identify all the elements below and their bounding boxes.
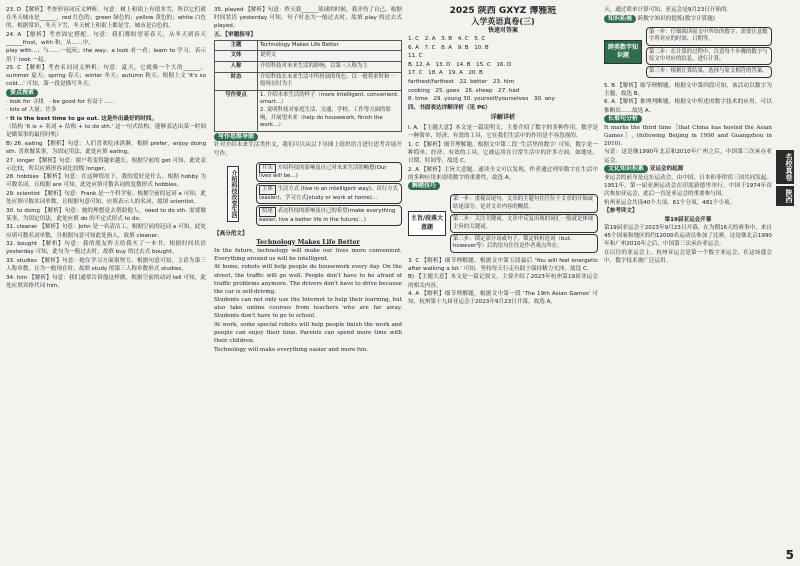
quick-answers-label: 快速对答案 [487, 27, 518, 34]
answer-para: 34. him 【解析】句意：我们通常告诉他这样做。根据空前的动词 tell 可知，此处应填宾格代词 him。 [6, 274, 206, 289]
answer-para: 23. D 【解析】考查形容词反义辨析。句意：树上和街上有很多雪，所以它们就在冬天城市是______，red 红色的；green 绿色的；yellow 黄色的；white 白色的。根据常识，冬天下雪，冬天树上和街上都是雪，城市是白色的。 [6, 7, 206, 30]
column-4: 天，通过简单计算可知，亚运会是9月23日开始的。 知识拓展 跨数字知识的提炼(数字计算题) 跨类数字知识题 第一步：仔细阅读原文中所给的数字，需要注意数字所对应的时间、日期等。 第二步：在计算的过程中，注意每个步骤的数字与原文中对应的信息，进行计算。 第三步：根据计算结果，选择与原文相符的答案。 5. B 【解析】细节理解题。根据文中第四段可知，该活动以数字为主题，故选 B。 6. A 【解析】推理判断题。根据文中所述的数字技术的应用，可以推断出……故选 A。 长难句分析 It marks the third time［that China has hosted the Asian Games］, (following Beijing in 1990 and Guangzhou in 2010). 句意：这是继1990年北京和2010年广州之后，中国第三次承办亚运会。 文化知识积累 亚运会的起源 亚运会的前身是远东运动会，由中国、日本和菲律宾三国共同发起。1951年，第一届亚洲运动会在印度新德里举行。中国于1974年首次参加亚运会，此后一直是亚运会的重要参与国。 杭州亚运会共设40个大项、61个分项、481个小项。 【参考译文】 第19届亚运会开幕 第19届亚运会于2023年9月23日开幕，在为期16天的赛事中，来自45个国家和地区的约12000名运动员参加了比赛。这是继北京1990年和广州2010年之后，中国第三次承办亚运会。 在以往的亚运会上，杭州亚运会是第一个数字亚运会，在这场盛会中，数字技术被广泛运用。 [604, 7, 772, 264]
knowledge-step: 第三步：根据计算结果，选择与原文相符的答案。 [646, 66, 772, 77]
section-badge: 解题技巧 [408, 182, 440, 190]
answer-para: 30. to doing 【解析】句意：她的理想是去帮助他人。need to do sth. 需要做某事，为固定用法，此处应填 do 的不定式形式 to do。 [6, 207, 206, 222]
long-sentence: It marks the third time［that China has hosted the Asian Games］, (following Beijing in 1990 and Guangzhou in 2010). [604, 124, 772, 147]
mind-node: 主体 生活方式 (live in an intelligent way)、出行方式(easier)、学习方式(study or work at home)… [256, 183, 402, 204]
column-3 [408, 6, 598, 554]
answer-para: （结构 'It is + 名词 + 结构 + to do sth.' 这一句式结构，能够表达出某一时间是做某事的最佳时机） [6, 124, 206, 139]
answer-para: · lots of 大量；许多 [6, 107, 57, 114]
sample-header: 【高分范文】 [214, 231, 248, 238]
knowledge-step: 第二步：在计算的过程中，注意每个步骤的数字与原文中对应的信息，进行计算。 [646, 47, 772, 66]
knowledge-flow [604, 26, 772, 79]
answer-para: 3. C 【解析】细节理解题。根据文中第五段最后 'You will feel energetic after walking a lot.' 可知，坚持每天行走有助于保持精力充沛，故选 C。 [408, 257, 598, 272]
note: 四、书面表达详解详析（见 P6） [408, 104, 491, 111]
essay-para: At work, some special robots will help people finish the work and people can enjoy their time. Parents can spend more time with their children. [214, 322, 402, 345]
answer-para: 33. studies 【解析】句意：她在学习方面很努力。根据句意可知，主语为第三人称单数，且为一般现在时，故填 study 的第三人称单数形式 studies。 [6, 257, 206, 272]
answer-para: 25. C 【解析】考查名词词义辨析。句意：夏天，它就像一个大的______，summer 夏天；spring 春天；winter 冬天；autumn 秋天。根据上文 'It's so cold…' 可知，第一段是描写冬天。 [6, 65, 206, 88]
mind-intro: 针对介绍未来生活类作文，我们可以从以下导图上组织语言进行思考并展开写作。 [214, 142, 402, 157]
table-row: 时态 介绍科技在未来生活中所扮演的角色，以一般将来时和一般现在时为主 [215, 72, 402, 90]
flow-step: 第二步：关注关键词。文章中反复出现的词汇一般就是体现主旨的关键词。 [450, 214, 598, 233]
section-badge: 知识拓展 [604, 15, 636, 23]
answer-para: 32. bought 【解析】句意：我的朋友昨天给我买了一本书。根据时间状语 yesterday 可知，此句为一般过去时，故填 buy 的过去式 bought。 [6, 241, 206, 256]
culture-para: 亚运会的前身是远东运动会，由中国、日本和菲律宾三国共同发起。1951年，第一届亚洲运动会在印度新德里举行。中国于1974年首次参加亚运会，此后一直是亚运会的重要参与国。 [604, 174, 772, 197]
column-2 [214, 6, 402, 554]
answer-para: 1. C 【解析】细节理解题。根据文中第二段 '生活里的数字' 可知，数字是一种简单、经济、有效的工具，它被运用在日常生活中的许多方面，如地址、日期、时间等，故选 C。 [408, 141, 598, 164]
answer-para: · look for 寻找 · be good for 有益于…… [6, 98, 115, 105]
answer-para: · It is the best time to go out. 这是外出最好的时间。 [6, 115, 158, 122]
table-row: 主题 Technology Makes Life Better [215, 40, 402, 51]
skill-flow [408, 193, 598, 253]
side-tab-province: 陕西 [776, 186, 794, 206]
answer-line: 8. time 29. young 30. yourself/yourselves 30. any [408, 96, 555, 103]
mind-map [214, 161, 402, 227]
culture-para: 杭州亚运会共设40个大项、61个分项、481个小项。 [604, 199, 736, 206]
answer-line: 1. C 2. A 3. B 4. C 5. C [408, 36, 486, 43]
section-header: 五、【审题指导】 [214, 31, 256, 38]
flow-step: 第三步：锁定部分词或句子，锁定转折连词（but, however等）后的语句往往是作者观点所在。 [450, 234, 598, 253]
analysis-table [214, 40, 402, 132]
side-tab-schools: 名校真卷 [776, 150, 794, 184]
mind-center: 介绍科技改变生活 [227, 166, 239, 222]
answer-para: 35. played 【解析】句意：昨天我______篮球的时候，我弄伤了自己。根据时间状语 yesterday 可知，句子时态为一般过去时，故填 play 的过去式 played。 [214, 7, 402, 30]
answer-para: 5. B 【解析】细节理解题。根据文中第四段可知，该活动以数字为主题，故选 B。 [604, 82, 772, 97]
ref-para: 第19届亚运会于2023年9月23日开幕，在为期16天的赛事中，来自45个国家和地区的约12000名运动员参加了比赛。这是继北京1990年和广州2010年之后，中国第三次承办亚运会。 [604, 224, 772, 247]
column-1 [6, 6, 206, 554]
answer-line: cooking 25. goes 26. sheep 27. had [408, 87, 520, 94]
knowledge-step: 第一步：仔细阅读原文中所给的数字，需要注意数字所对应的时间、日期等。 [646, 27, 772, 46]
answer-para: 4. A 【解析】细节理解题。根据文中第一段 'The 19th Asian Games' 可知，杭州第十九届亚运会于2023年9月23日开幕，故选 A。 [408, 291, 598, 306]
exam-title: 2025 陕西 GXYZ 博雅班 [449, 6, 557, 16]
ref-header: 【参考译文】 [604, 208, 638, 215]
answer-para: B) 26. eating 【解析】句意：人们喜欢吃冰淇淋。根据 prefer，enjoy doing sth. 喜欢做某事，为固定用法，此处应填 eating。 [6, 141, 206, 156]
section-badge: 要点搜索 [6, 89, 38, 97]
answer-para: 6. A 【解析】推理判断题。根据文中所述的数字技术的应用，可以推断出……故选 A。 [604, 99, 772, 114]
answer-line: B. 12. A 13. D 14. B 15. C 16. D [408, 61, 512, 68]
mind-node: 结尾 表达科技的影响及自己的希望(make everything easier, live a better life in the future/…) [256, 205, 402, 226]
page-number: 5 [785, 548, 794, 562]
essay-para: In the future, technology will make our lives more convenient. Everything around us will be intelligent. [214, 247, 402, 262]
answer-line: 11. C [408, 53, 423, 60]
answer-line: farthest/farthest 22. better 23. him [408, 79, 515, 86]
answer-line: 6. A 7. C 8. A 9. B 10. B [408, 44, 489, 51]
answer-para: 28. hobbies 【解析】句意：在这种情况下，我的爱好是什么。根据 hobby 为可数名词，且根据 are 可知，此处应填可数名词的复数形式 hobbies。 [6, 174, 206, 189]
essay-para: At home, robots will help people do housework every day. On the street, the traffic will go well. People don't have to be afraid of traffic problems anymore. The drivers don't have to drive because the car is self-driving. [214, 264, 402, 295]
answer-para: 29. scientist 【解析】句意：Frank 是一个科学家。根据空前的冠词 a 可知，此处应填可数名词单数，且根据句意可知，应填表示人的名词，故填 scientist。 [6, 191, 206, 206]
essay-title: Technology Makes Life Better [256, 238, 360, 246]
table-row: 文体 说明文 [215, 51, 402, 62]
answer-para: play with…；与……一起玩；the way；a look 看一看；learn to 学习，表示用于 look 一起。 [6, 48, 206, 63]
section-badge: 长难句分析 [604, 115, 642, 123]
flow-step: 第一步：重视首尾句。文章的主题句往往位于文章的开始或结尾部分，是对文章内容的概括。 [450, 194, 598, 213]
exam-subtitle: 入学英语真卷(三) [471, 17, 535, 26]
answer-para: 天，通过简单计算可知，亚运会是9月23日开始的。 [604, 7, 733, 13]
answer-line: 17. C 18. A 19. A 20. B [408, 70, 483, 77]
essay-para: Technology will make everything easier and more fun. [214, 346, 369, 353]
long-note: 句意：这是继1990年北京和2010年广州之后，中国第三次承办亚运会。 [604, 149, 772, 164]
answer-para: 27. longer 【解析】句意：窗户将变得越来越长。根据空前的 get 可知，此处表示比较，所以应填形容词比较级 longer。 [6, 157, 206, 172]
table-row: 写作要点 1. 介绍未来生活的样子（more intelligent, convenient, smart…） 2. 说明科技对家庭生活、交通、学校、工作等方面的影响，并展望未来（help do housework, finish the work…） [215, 90, 402, 131]
ref-para: 在以往的亚运会上，杭州亚运会是第一个数字亚运会，在这场盛会中，数字技术被广泛运用。 [604, 249, 772, 264]
detail-title: 详解详析 [490, 113, 516, 121]
answer-para: 2. A 【解析】主旨大意题。通读全文可以发现，作者通过列举数字在生活中的多种应用来说明数字的重要性，故选 A。 [408, 166, 598, 181]
flow-label: 主旨/段落大意题 [408, 211, 446, 235]
answer-para: 31. cleaner 【解析】句意：John 是一名清洁工。根据空前的冠词 a 可知，此处应填可数名词单数，且根据句意可知此处指人，故填 cleaner。 [6, 224, 206, 239]
essay-para: Students can not only use the Internet to help their learning, but also take online courses from teachers who are far away. Students don't have to go to school. [214, 297, 402, 320]
side-tabs [776, 150, 798, 208]
section-badge: 文化知识积累 [604, 165, 648, 173]
section-badge: 写作思维导图 [214, 133, 258, 141]
answer-para: B) 【主题大意】本文是一篇记叙文，主要介绍了2023年杭州第19届亚运会的相关内容。 [408, 274, 598, 289]
answer-para: I. A. 【主题大意】本文是一篇说明文，主要介绍了数字的多种作用。数学是一种简单、经济、有效的工具，它在我们生活中的作用是不容忽视的。 [408, 125, 598, 140]
knowledge-center: 跨类数字知识题 [604, 40, 642, 64]
table-row: 人称 介绍科技对未来生活的影响，以第三人称为主 [215, 62, 402, 73]
mind-node: 开头 介绍科技的影响及自己对未来生活的畅想(Our lives will be…) [256, 162, 402, 183]
answer-para: 24. A 【解析】考查固定搭配。句意：我们都盼望着春天，从冬天到春天______frost，with 和，从……中。 [6, 31, 206, 46]
ref-title: 第19届亚运会开幕 [664, 216, 712, 223]
